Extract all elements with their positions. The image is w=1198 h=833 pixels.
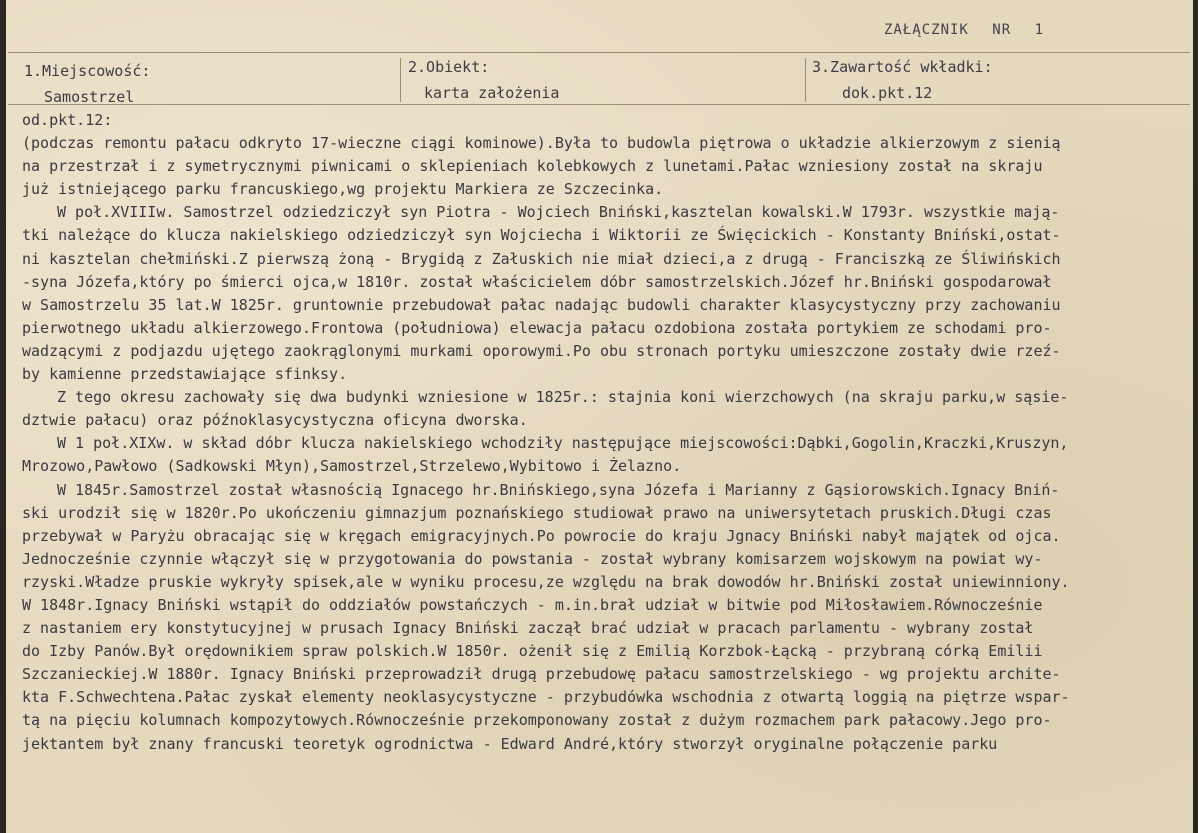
header-rule-bottom: [8, 104, 1190, 105]
text-line: w Samostrzelu 35 lat.W 1825r. gruntownie przebudował pałac nadając budowli charakter klasycystyczny przy zachowaniu: [22, 295, 1061, 314]
text-line: tki należące do klucza nakielskiego odziedziczył syn Wojciecha i Wiktorii ze Święcickich - Konstanty Bniński,ostat-: [22, 226, 1061, 245]
field-insert-content-label: 3.Zawartość wkładki:: [812, 58, 993, 76]
document-body: [22, 109, 1188, 756]
text-line: -syna Józefa,który po śmierci ojca,w 1810r. został właścicielem dóbr samostrzelskich.Józef hr.Bniński gospodarował: [22, 272, 1052, 291]
text-line: z nastaniem ery konstytucyjnej w prusach Ignacy Bniński zaczął brać udział w pracach parlamentu - wybrany został: [22, 619, 1034, 638]
header-rule-top: [8, 52, 1190, 53]
column-divider-2: [805, 58, 806, 102]
text-line: W 1845r.Samostrzel został własnością Ignacego hr.Bnińskiego,syna Józefa i Marianny z Gąsiorowskich.Ignacy Bniń-: [57, 480, 1060, 499]
text-line: ski urodził się w 1820r.Po ukończeniu gimnazjum poznańskiego studiował prawo na uniwersytetach pruskich.Długi czas: [22, 503, 1052, 522]
text-line: Szczanieckiej.W 1880r. Ignacy Bniński przeprowadził drugą przebudowę pałacu samostrzelskiego - wg projektu archite-: [22, 665, 1061, 684]
text-line: rzyski.Władze pruskie wykryły spisek,ale w wyniku procesu,ze względu na brak dowodów hr.Bniński został uniewinniony.: [22, 572, 1070, 591]
card-edge-right: [1193, 0, 1198, 833]
text-line: by kamienne przedstawiające sfinksy.: [22, 365, 348, 384]
text-line: Mrozowo,Pawłowo (Sadkowski Młyn),Samostrzel,Strzelewo,Wybitowo i Żelazno.: [22, 457, 682, 476]
text-line: już istniejącego parku francuskiego,wg projektu Markiera ze Szczecinka.: [22, 180, 664, 199]
text-line: (podczas remontu pałacu odkryto 17-wieczne ciągi kominowe).Była to budowla piętrowa o układzie alkierzowym z sienią: [22, 134, 1061, 153]
text-line: dztwie pałacu) oraz późnoklasycystyczna oficyna dworska.: [22, 411, 528, 430]
field-object-label: 2.Obiekt:: [408, 58, 490, 76]
text-line: wadzącymi z podjazdu ujętego zaokrąglonymi murkami oporowymi.Po obu stronach portyku umieszczone zostały dwie rzeź-: [22, 341, 1061, 360]
text-line: pierwotnego układu alkierzowego.Frontowa (południowa) elewacja pałacu ozdobiona została portykiem ze schodami pro-: [22, 318, 1052, 337]
text-line: ni kasztelan chełmiński.Z pierwszą żoną - Brygidą z Załuskich nie miał dzieci,a z drugą - Franciszką ze Śliwińskich: [22, 249, 1061, 268]
text-line: W poł.XVIIIw. Samostrzel odziedziczył syn Piotra - Wojciech Bniński,kasztelan kowalski.W 1793r. wszystkie mają-: [57, 203, 1060, 222]
text-line: kta F.Schwechtena.Pałac zyskał elementy neoklasycystyczne - przybudówka wschodnia z otwartą loggią na piętrze wspar-: [22, 688, 1070, 707]
text-line: przebywał w Paryżu obracając się w kręgach emigracyjnych.Po powrocie do kraju Jgnacy Bniński nabył majątek od ojca.: [22, 526, 1061, 545]
text-line: Jednocześnie czynnie włączył się w przygotowania do powstania - został wybrany komisarzem wojskowym na powiat wy-: [22, 549, 1043, 568]
field-insert-content-value: dok.pkt.12: [842, 84, 933, 102]
annex-number: ZAŁĄCZNIK NR 1: [884, 22, 1045, 38]
field-object-value: karta założenia: [424, 84, 560, 102]
text-line: W 1 poł.XIXw. w skład dóbr klucza nakielskiego wchodziły następujące miejscowości:Dąbki,Gogolin,Kraczki,Kruszyn,: [57, 434, 1069, 453]
text-line: W 1848r.Ignacy Bniński wstąpił do oddziałów powstańczych - m.in.brał udział w bitwie pod Miłosławiem.Równocześnie: [22, 595, 1043, 614]
text-line: tą na pięciu kolumnach kompozytowych.Równocześnie przekomponowany został z dużym rozmachem park pałacowy.Jego pro-: [22, 711, 1052, 730]
card-edge-left: [0, 0, 6, 833]
column-divider-1: [400, 58, 401, 102]
text-line: do Izby Panów.Był orędownikiem spraw polskich.W 1850r. ożenił się z Emilią Korzbok-Łącką - przybraną córką Emilii: [22, 642, 1043, 661]
field-locality-label: 1.Miejscowość:: [24, 62, 151, 80]
text-line: na przestrzał i z symetrycznymi piwnicami o sklepieniach kolebkowych z lunetami.Pałac wzniesiony został na skraju: [22, 157, 1043, 176]
text-line: jektantem był znany francuski teoretyk ogrodnictwa - Edward André,który stworzył oryginalne połączenie parku: [22, 734, 998, 753]
text-line: Z tego okresu zachowały się dwa budynki wzniesione w 1825r.: stajnia koni wierzchowych (na skraju parku,w sąsie-: [57, 388, 1069, 407]
text-line: od.pkt.12:: [22, 111, 113, 129]
field-locality-value: Samostrzel: [44, 88, 135, 106]
